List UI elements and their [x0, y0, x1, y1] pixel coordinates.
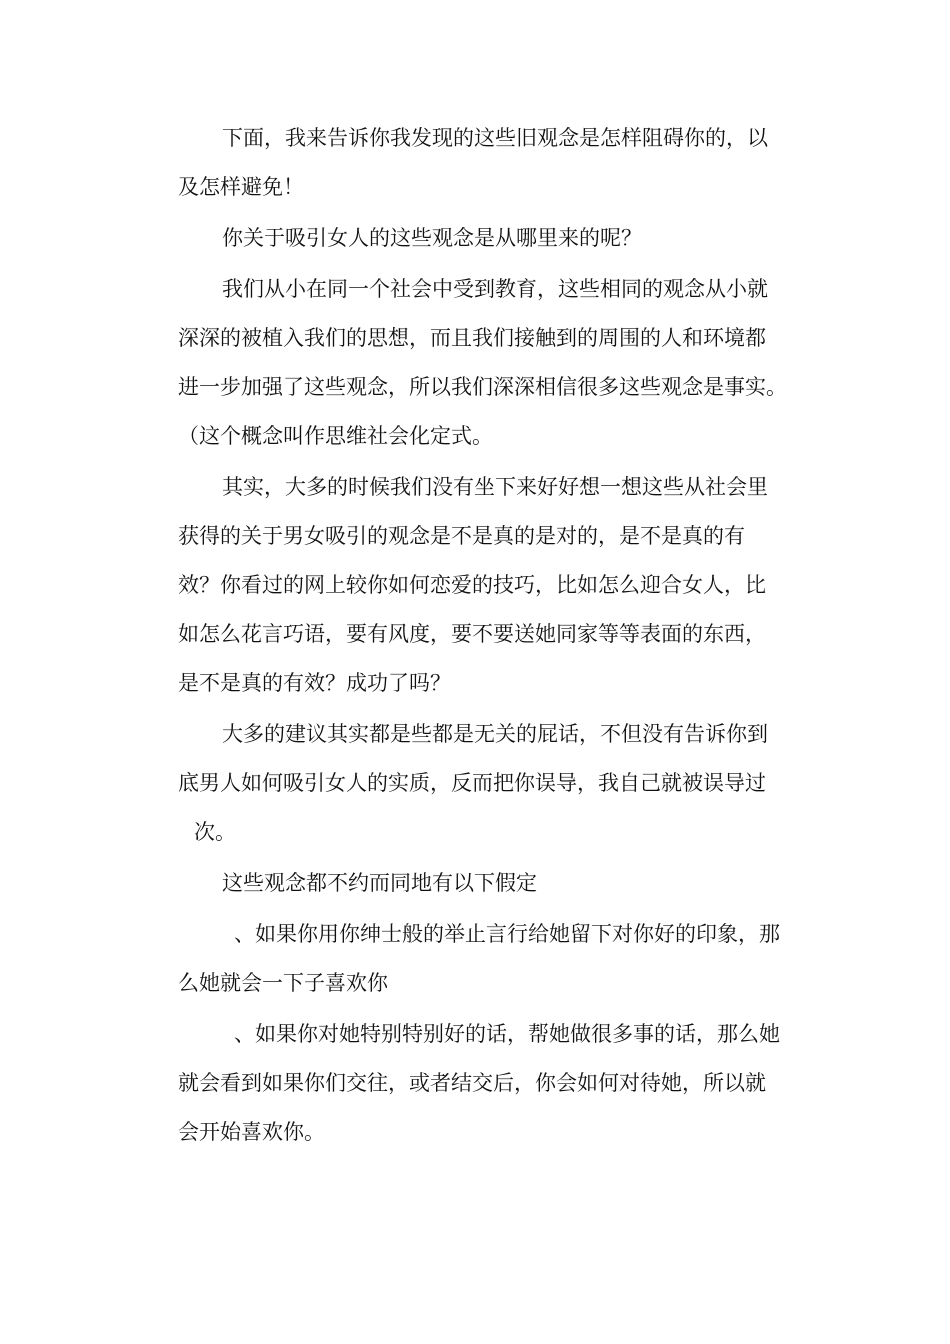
paragraph-1-line-1: 下面，我来告诉你我发现的这些旧观念是怎样阻碍你的，以 — [222, 126, 768, 150]
paragraph-3-line-2: 深深的被植入我们的思想，而且我们接触到的周围的人和环境都 — [178, 326, 766, 350]
paragraph-3-line-4: （这个概念叫作思维社会化定式。 — [178, 424, 493, 448]
paragraph-3 — [178, 265, 810, 461]
document-body — [178, 114, 810, 1157]
paragraph-6-line-1: 这些观念都不约而同地有以下假定 — [222, 871, 537, 895]
paragraph-4-line-5: 是不是真的有效？成功了吗？ — [178, 671, 451, 695]
paragraph-8-line-2: 就会看到如果你们交往，或者结交后，你会如何对待她，所以就 — [178, 1071, 766, 1095]
paragraph-5 — [178, 710, 810, 857]
paragraph-5-line-1: 大多的建议其实都是些都是无关的屁话，不但没有告诉你到 — [222, 722, 768, 746]
paragraph-1 — [178, 114, 810, 212]
paragraph-7 — [178, 910, 810, 1008]
paragraph-6 — [178, 859, 810, 908]
paragraph-5-line-2: 底男人如何吸引女人的实质，反而把你误导，我自己就被误导过 — [178, 771, 766, 795]
paragraph-4 — [178, 463, 810, 708]
paragraph-4-line-3: 效？你看过的网上较你如何恋爱的技巧，比如怎么迎合女人，比 — [178, 573, 766, 597]
paragraph-7-line-2: 么她就会一下子喜欢你 — [178, 971, 388, 995]
paragraph-7-line-1: 、如果你用你绅士般的举止言行给她留下对你好的印象，那 — [234, 922, 780, 946]
paragraph-4-line-2: 获得的关于男女吸引的观念是不是真的是对的，是不是真的有 — [178, 524, 745, 548]
paragraph-8 — [178, 1010, 810, 1157]
paragraph-3-line-1: 我们从小在同一个社会中受到教育，这些相同的观念从小就 — [222, 277, 768, 301]
paragraph-3-line-3: 进一步加强了这些观念，所以我们深深相信很多这些观念是事实。 — [178, 375, 787, 399]
paragraph-8-line-3: 会开始喜欢你。 — [178, 1120, 325, 1144]
paragraph-5-line-3: 次。 — [194, 820, 236, 844]
paragraph-2 — [178, 214, 810, 263]
paragraph-1-line-2: 及怎样避免！ — [178, 175, 304, 199]
paragraph-8-line-1: 、如果你对她特别特别好的话，帮她做很多事的话，那么她 — [234, 1022, 780, 1046]
paragraph-2-line-1: 你关于吸引女人的这些观念是从哪里来的呢？ — [222, 226, 642, 250]
paragraph-4-line-1: 其实，大多的时候我们没有坐下来好好想一想这些从社会里 — [222, 475, 768, 499]
paragraph-4-line-4: 如怎么花言巧语，要有风度，要不要送她同家等等表面的东西， — [178, 622, 766, 646]
